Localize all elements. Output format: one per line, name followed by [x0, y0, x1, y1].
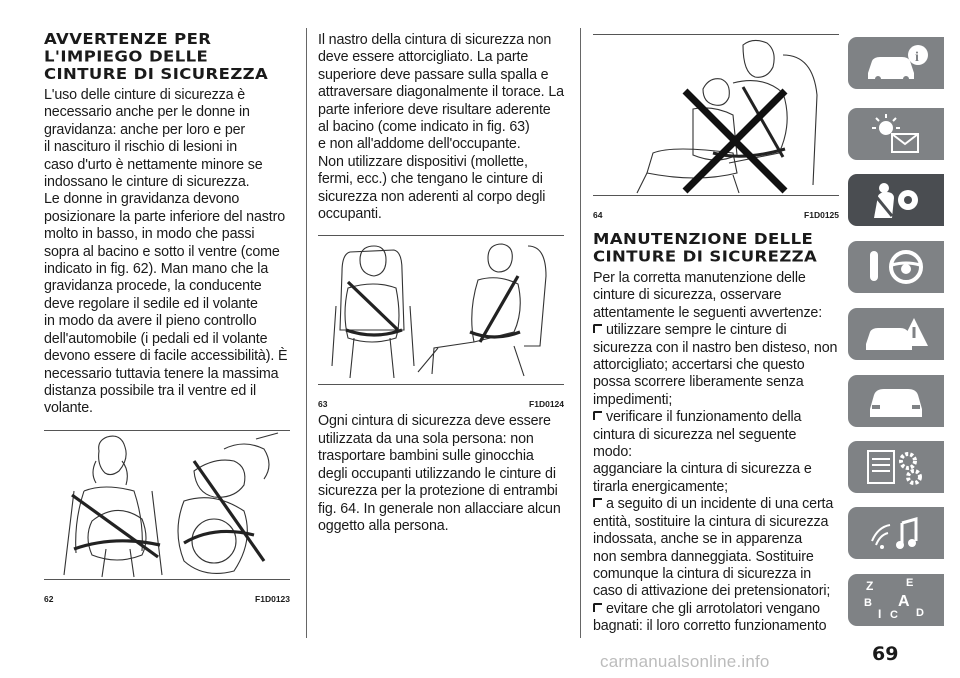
figure-63: 63 F1D0124 — [318, 235, 564, 385]
paragraph-one-person — [318, 413, 564, 535]
text-line: devono essere di facile accessibilità). È — [44, 348, 288, 365]
car-info-icon — [862, 43, 932, 83]
text-line: in modo da avere il pieno controllo — [44, 313, 257, 330]
section-title-manutenzione: MANUTENZIONE DELLE CINTURE DI SICUREZZA — [593, 230, 818, 265]
index-letter-e: E — [906, 577, 914, 589]
tab-key-steering[interactable] — [848, 241, 944, 293]
text-line: entità, sostituire la cintura di sicurezza — [593, 513, 829, 530]
text-line: cintura di sicurezza nel seguente modo: — [593, 426, 797, 461]
text-line: utilizzata da una sola persona: non — [318, 430, 534, 447]
paragraph-maintenance-intro — [593, 270, 839, 322]
bullet-text: evitare che gli arrotolatori vengano — [606, 600, 820, 617]
prohibited-cross-icon — [685, 91, 785, 191]
child-on-lap-prohibited-illustration — [593, 35, 839, 195]
text-line: necessario tuttavia tenere la massima — [44, 365, 279, 382]
text-line: e non all'addome dell'occupante. — [318, 136, 521, 153]
text-line: distanza possibile tra il ventre ed il — [44, 382, 257, 399]
text-line: Non utilizzare dispositivi (mollette, — [318, 153, 528, 170]
tab-seatbelt-airbag[interactable] — [848, 174, 944, 226]
section-title-avvertenze: AVVERTENZE PER L'IMPIEGO DELLE CINTURE DI SICUREZZA — [44, 30, 269, 83]
text-line: impedimenti; — [593, 391, 673, 408]
tab-car-info[interactable] — [848, 37, 944, 89]
bullet-text: a seguito di un incidente di una certa — [606, 496, 834, 513]
text-line — [593, 409, 839, 426]
column-3 — [593, 34, 839, 636]
multimedia-icon — [862, 513, 932, 553]
text-line: parte inferiore deve risultare aderente — [318, 101, 551, 118]
text-line: agganciare la cintura di sicurezza e — [593, 461, 812, 478]
watermark: carmanualsonline.info — [600, 652, 770, 671]
text-line: caso d'urto è nettamente minore se — [44, 156, 263, 173]
bullet-item — [593, 601, 839, 636]
column-1 — [44, 30, 290, 604]
text-line: fermi, ecc.) che tengano le cinture di — [318, 171, 543, 188]
text-line: superiore deve passare sulla spalla e — [318, 66, 549, 83]
text-line: occupanti. — [318, 206, 382, 223]
text-line: sicurezza per la protezione di entrambi — [318, 483, 558, 500]
bullet-marker-icon — [593, 603, 602, 612]
index-letter-b: B — [864, 597, 872, 609]
text-line: attraversare diagonalmente il torace. La — [318, 84, 564, 101]
text-line: fig. 64. In generale non allacciare alcun — [318, 500, 561, 517]
index-letter-a: A — [898, 593, 910, 610]
tab-car-front[interactable] — [848, 375, 944, 427]
column-divider-1 — [306, 28, 307, 638]
text-line: gravidanza procede, la conducente — [44, 278, 262, 295]
text-line: volante. — [44, 400, 93, 417]
figure-62: 62 F1D0123 — [44, 430, 290, 580]
text-line: necessario anche per le donne in — [44, 104, 250, 121]
tab-warning-lights[interactable] — [848, 108, 944, 160]
text-line: indossano le cinture di sicurezza. — [44, 174, 250, 191]
warning-lights-icon — [862, 114, 932, 154]
maintenance-bullets — [593, 322, 839, 635]
text-line: non sembra danneggiata. Sostituire — [593, 548, 814, 565]
tab-car-warning[interactable] — [848, 308, 944, 360]
text-line: posizionare la parte inferiore del nastro — [44, 208, 286, 225]
text-line: gravidanza: anche per loro e per — [44, 121, 246, 138]
text-line: molto in basso, in modo che passi — [44, 226, 255, 243]
text-line: oggetto alla persona. — [318, 517, 449, 534]
maintenance-gears-icon — [862, 447, 932, 487]
text-line: Ogni cintura di sicurezza deve essere — [318, 413, 551, 430]
text-line: dell'automobile (i pedali ed il volante — [44, 330, 268, 347]
bullet-text: utilizzare sempre le cinture di — [606, 322, 787, 339]
index-letter-i: I — [878, 607, 882, 620]
svg-text:i: i — [915, 50, 919, 65]
text-line: il nascituro il rischio di lesioni in — [44, 139, 238, 156]
column-divider-2 — [580, 28, 581, 638]
text-line: bagnati: il loro corretto funzionamento — [593, 618, 827, 635]
text-line — [593, 601, 839, 618]
bullet-item — [593, 496, 839, 600]
bullet-text: verificare il funzionamento della — [606, 409, 802, 426]
text-line: indossata, anche se in apparenza — [593, 531, 803, 548]
text-line: deve regolare il sedile ed il volante — [44, 295, 258, 312]
text-line — [593, 496, 839, 513]
text-line: Per la corretta manutenzione delle — [593, 270, 806, 286]
index-letters-icon — [862, 576, 932, 620]
pregnant-seatbelt-illustration — [44, 431, 290, 579]
column-2 — [318, 32, 564, 535]
text-line: caso di attivazione dei pretensionatori; — [593, 583, 831, 600]
index-letter-d: D — [916, 607, 924, 619]
text-line: degli occupanti utilizzando le cinture di — [318, 465, 556, 482]
seatbelt-airbag-icon — [862, 180, 932, 220]
text-line: Il nastro della cintura di sicurezza non — [318, 32, 552, 48]
text-line: L'uso delle cinture di sicurezza è — [44, 87, 246, 103]
index-letter-c: C — [890, 609, 898, 620]
bullet-marker-icon — [593, 498, 602, 507]
car-front-icon — [862, 381, 932, 421]
text-line — [593, 322, 839, 339]
correct-seatbelt-illustration — [318, 236, 564, 384]
text-line: tirarla energicamente; — [593, 478, 728, 495]
bullet-marker-icon — [593, 411, 602, 420]
text-line: indicato in fig. 62). Man mano che la — [44, 261, 269, 278]
bullet-marker-icon — [593, 324, 602, 333]
text-line: attentamente le seguenti avvertenze: — [593, 304, 823, 321]
key-steering-wheel-icon — [862, 247, 932, 287]
bullet-item — [593, 322, 839, 409]
figure-64: 64 F1D0125 — [593, 34, 839, 196]
text-line: sopra al bacino e sotto il ventre (come — [44, 243, 280, 260]
text-line: attorcigliato; accertarsi che questo — [593, 357, 805, 374]
text-line: trasportare bambini sulle ginocchia — [318, 448, 534, 465]
text-line: cinture di sicurezza, osservare — [593, 287, 782, 304]
bullet-item — [593, 409, 839, 496]
text-line: sicurezza con il nastro ben disteso, non — [593, 339, 838, 356]
tab-multimedia[interactable] — [848, 507, 944, 559]
text-line: comunque la cintura di sicurezza in — [593, 565, 812, 582]
tab-maintenance[interactable] — [848, 441, 944, 493]
paragraph-pregnancy — [44, 87, 290, 418]
tab-index[interactable] — [848, 574, 944, 626]
index-letter-z: Z — [866, 579, 874, 593]
text-line: sicurezza non aderenti al corpo degli — [318, 188, 546, 205]
car-warning-icon — [862, 314, 932, 354]
text-line: possa scorrere liberamente senza — [593, 374, 804, 391]
text-line: al bacino (come indicato in fig. 63) — [318, 119, 530, 136]
paragraph-belt-positioning — [318, 32, 564, 223]
page-number: 69 — [872, 643, 899, 665]
text-line: Le donne in gravidanza devono — [44, 191, 240, 208]
text-line: deve essere attorcigliato. La parte — [318, 49, 529, 66]
